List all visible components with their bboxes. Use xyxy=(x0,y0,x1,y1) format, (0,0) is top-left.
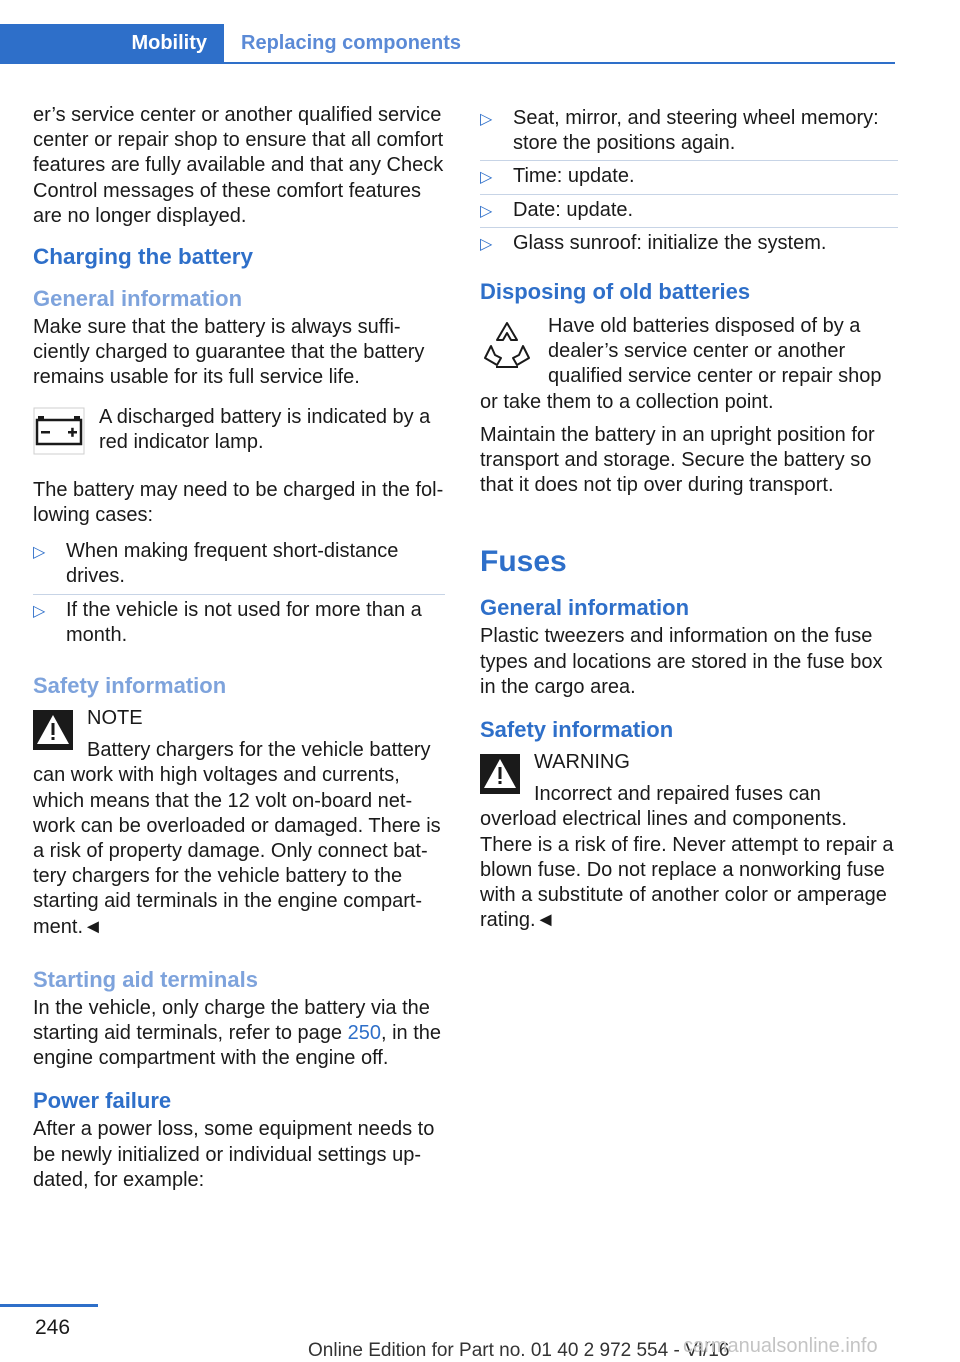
list-item: ▷ When making frequent short-distance drives. xyxy=(33,536,445,594)
note-callout xyxy=(33,706,445,940)
edition-footer: Online Edition for Part no. 01 40 2 972 554 - VI/16 xyxy=(308,1340,730,1361)
heading-general-information-fuses: General information xyxy=(480,595,690,621)
maintain-paragraph: Maintain the battery in an upright position for transport and storage. Secure the battery so that it does not tip over during transport. xyxy=(480,423,875,497)
heading-disposing-batteries: Disposing of old batteries xyxy=(480,279,751,305)
cases-list xyxy=(33,536,445,652)
list-item: ▷ If the vehicle is not used for more than a month. xyxy=(33,598,422,646)
battery-callout xyxy=(33,405,445,466)
page-number: 246 xyxy=(35,1316,71,1339)
subsection-tab[interactable]: Replacing components xyxy=(241,32,462,54)
right-column xyxy=(480,103,898,941)
update-list xyxy=(480,103,898,260)
warning-text: Incorrect and repaired fuses can overload electrical lines and components. There is a risk of fire. Never attempt to repair a blown fuse. Do not replace a nonworking fuse with a substitute of another color or amperage rating.◄ xyxy=(480,783,894,932)
heading-safety-information-fuses: Safety information xyxy=(480,717,674,743)
warning-label: WARNING xyxy=(534,751,630,774)
heading-starting-aid-terminals: Starting aid terminals xyxy=(33,966,258,992)
triangle-bullet-icon: ▷ xyxy=(480,235,493,253)
battery-callout-text: A discharged battery is indicated by a red indicator lamp. xyxy=(99,405,431,453)
note-label: NOTE xyxy=(87,707,143,730)
fuses-general-paragraph: Plastic tweezers and information on the fuse types and locations are stored in the fuse box in the cargo area. xyxy=(480,625,883,698)
triangle-bullet-icon: ▷ xyxy=(480,111,493,128)
cases-intro: The battery may need to be charged in the following cases: xyxy=(33,478,444,527)
heading-fuses: Fuses xyxy=(480,545,567,579)
list-item: ▷ Date: update. xyxy=(480,195,898,228)
heading-power-failure: Power failure xyxy=(33,1088,172,1114)
warning-triangle-icon xyxy=(480,754,520,801)
page-reference-link[interactable]: 250 xyxy=(347,1022,381,1045)
triangle-bullet-icon: ▷ xyxy=(480,202,493,220)
heading-safety-information: Safety information xyxy=(33,673,227,699)
heading-general-information: General information xyxy=(33,286,243,312)
power-paragraph: After a power loss, some equipment needs to be newly initialized or individual settings updated, for example: xyxy=(33,1118,435,1191)
warning-triangle-icon xyxy=(33,710,73,757)
triangle-bullet-icon: ▷ xyxy=(480,169,493,187)
section-tab[interactable]: Mobility xyxy=(0,24,224,62)
terminals-paragraph: In the vehicle, only charge the battery via the starting aid terminals, refer to page 250, in the engine compartment with the engine off. xyxy=(33,996,442,1070)
list-item: ▷ Seat, mirror, and steering wheel memory: store the positions again. xyxy=(480,103,898,161)
intro-paragraph: er’s service center or another qualified service center or repair shop to ensure that all comfort features are fully available and that any Check Control messages of these comfort features are no longer displayed. xyxy=(33,104,444,227)
recycling-icon xyxy=(480,318,534,379)
disposing-callout xyxy=(480,314,898,415)
left-column xyxy=(33,103,445,1201)
triangle-bullet-icon: ▷ xyxy=(33,544,46,562)
page-number-rule xyxy=(0,1304,98,1307)
heading-charging-battery: Charging the battery xyxy=(33,244,254,270)
list-item: ▷ Glass sunroof: initialize the system. xyxy=(480,228,898,260)
battery-indicator-icon xyxy=(33,407,85,462)
warning-callout xyxy=(480,750,898,933)
triangle-bullet-icon: ▷ xyxy=(33,602,46,620)
list-item: ▷ Time: update. xyxy=(480,161,898,194)
watermark: carmanualsonline.info xyxy=(683,1335,878,1357)
note-text: Battery chargers for the vehicle battery can work with high voltages and currents, which means that the 12 volt on-board network can be overloaded or damaged. There is a risk of property damage. Only connect battery chargers for the vehicle battery to the starting aid terminals in the engine compartment.◄ xyxy=(33,739,441,938)
disposing-paragraph: Have old batteries disposed of by a dealer’s service center or another qualified service center or repair shop or take them to a collection point. xyxy=(480,315,882,413)
general-paragraph: Make sure that the battery is always sufficiently charged to guarantee that the battery remains usable for its full service life. xyxy=(33,316,425,389)
page-header xyxy=(0,24,895,64)
